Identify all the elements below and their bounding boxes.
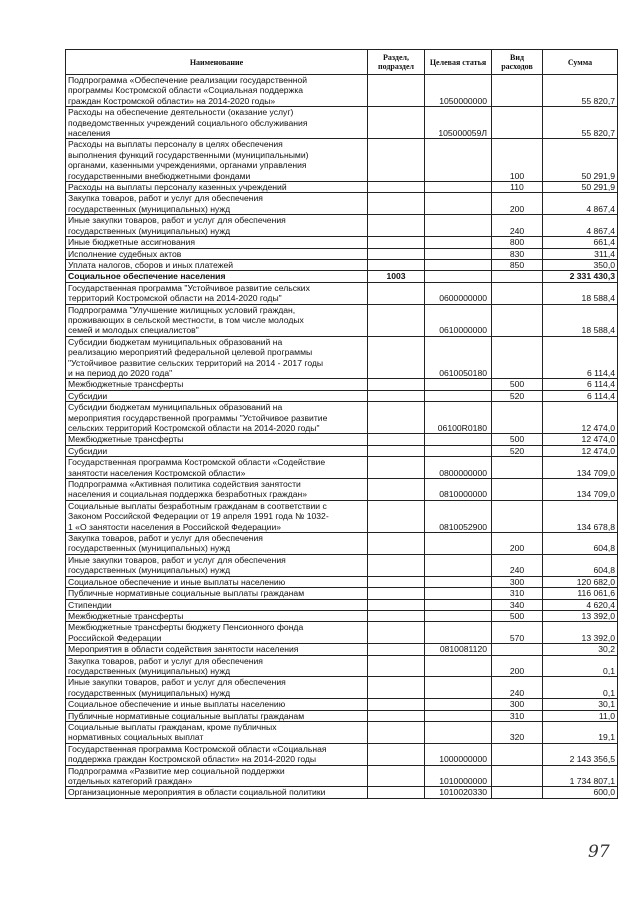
cell-sum: 13 392,0 xyxy=(543,610,618,621)
cell-type: 300 xyxy=(492,699,543,710)
table-row xyxy=(66,500,618,532)
cell-section xyxy=(368,182,425,193)
cell-target: 0600000000 xyxy=(425,282,492,304)
cell-name xyxy=(66,554,368,576)
cell-name xyxy=(66,282,368,304)
cell-name-line: Иные закупки товаров, работ и услуг для обеспечения xyxy=(68,215,286,226)
cell-target: 0810000000 xyxy=(425,479,492,501)
cell-target xyxy=(425,533,492,555)
cell-target xyxy=(425,576,492,587)
cell-name-line: государственных (муниципальных) нужд xyxy=(68,543,231,554)
table-row xyxy=(66,533,618,555)
cell-sum: 350,0 xyxy=(543,259,618,270)
cell-name-line: Субсидии xyxy=(68,445,108,456)
table-row xyxy=(66,379,618,390)
cell-section xyxy=(368,644,425,655)
cell-sum: 600,0 xyxy=(543,787,618,798)
cell-type xyxy=(492,282,543,304)
cell-name xyxy=(66,622,368,644)
cell-name-line: Социальное обеспечение и иные выплаты населению xyxy=(68,576,286,587)
cell-name-line: Российской Федерации xyxy=(68,632,162,643)
cell-name-line: населения xyxy=(68,128,111,139)
cell-name xyxy=(66,390,368,401)
cell-type xyxy=(492,765,543,787)
cell-type xyxy=(492,644,543,655)
cell-name-line: Уплата налогов, сборов и иных платежей xyxy=(68,259,234,270)
cell-type xyxy=(492,107,543,139)
cell-type: 500 xyxy=(492,379,543,390)
cell-name-line: территорий Костромской области на 2014-2020 годы" xyxy=(68,293,282,304)
cell-target xyxy=(425,445,492,456)
cell-target: 1050000000 xyxy=(425,75,492,107)
cell-type: 100 xyxy=(492,139,543,182)
cell-name-line: Социальные выплаты безработным гражданам в соответствии с xyxy=(68,500,327,511)
cell-name xyxy=(66,434,368,445)
cell-type: 340 xyxy=(492,599,543,610)
cell-sum: 661,4 xyxy=(543,237,618,248)
cell-sum: 11,0 xyxy=(543,710,618,721)
cell-name xyxy=(66,765,368,787)
cell-section xyxy=(368,743,425,765)
table-row xyxy=(66,107,618,139)
cell-section xyxy=(368,107,425,139)
cell-name-line: Мероприятия в области содействия занятости населения xyxy=(68,644,299,655)
cell-target: 0800000000 xyxy=(425,457,492,479)
cell-name-line: Подпрограмма «Развитие мер социальной поддержки xyxy=(68,765,285,776)
cell-name xyxy=(66,787,368,798)
cell-name-line: Подпрограмма "Улучшение жилищных условий граждан, xyxy=(68,304,296,315)
cell-type: 200 xyxy=(492,533,543,555)
cell-target: 1000000000 xyxy=(425,743,492,765)
cell-sum: 55 820,7 xyxy=(543,107,618,139)
cell-name-line: Стипендии xyxy=(68,599,112,610)
cell-name-line: сельских территорий Костромской области на 2014-2020 годы" xyxy=(68,423,320,433)
table-row xyxy=(66,434,618,445)
cell-sum: 0,1 xyxy=(543,677,618,699)
table-row xyxy=(66,457,618,479)
cell-name-line: Иные бюджетные ассигнования xyxy=(68,237,196,248)
table-row xyxy=(66,304,618,336)
cell-name xyxy=(66,304,368,336)
cell-target: 0610050180 xyxy=(425,336,492,379)
cell-sum: 134 709,0 xyxy=(543,479,618,501)
cell-sum: 116 061,6 xyxy=(543,588,618,599)
cell-target xyxy=(425,699,492,710)
cell-section xyxy=(368,721,425,743)
cell-section xyxy=(368,765,425,787)
table-row xyxy=(66,248,618,259)
table-row xyxy=(66,599,618,610)
cell-sum: 4 867,4 xyxy=(543,215,618,237)
cell-section xyxy=(368,193,425,215)
cell-target xyxy=(425,655,492,677)
cell-target xyxy=(425,379,492,390)
cell-name-line: мероприятия государственной программы "Устойчивое развитие xyxy=(68,412,328,423)
cell-type xyxy=(492,457,543,479)
cell-name-line: Иные закупки товаров, работ и услуг для обеспечения xyxy=(68,554,286,565)
cell-sum: 13 392,0 xyxy=(543,622,618,644)
cell-sum: 55 820,7 xyxy=(543,75,618,107)
cell-name-line: граждан Костромской области» на 2014-2020 годы» xyxy=(68,95,276,106)
cell-name xyxy=(66,336,368,379)
cell-section xyxy=(368,677,425,699)
table-row xyxy=(66,479,618,501)
cell-name-line: "Устойчивое развитие сельских территорий на 2014 - 2017 годы xyxy=(68,357,324,368)
cell-name xyxy=(66,599,368,610)
cell-name-line: Расходы на обеспечение деятельности (оказание услуг) xyxy=(68,107,294,118)
cell-name-line: Государственная программа "Устойчивое развитие сельских xyxy=(68,282,310,293)
budget-table xyxy=(65,49,618,799)
cell-type xyxy=(492,479,543,501)
table-row xyxy=(66,445,618,456)
table-row xyxy=(66,336,618,379)
cell-sum: 4 867,4 xyxy=(543,193,618,215)
cell-section xyxy=(368,248,425,259)
cell-type: 520 xyxy=(492,390,543,401)
table-row xyxy=(66,182,618,193)
cell-type xyxy=(492,402,543,434)
cell-section xyxy=(368,402,425,434)
cell-target xyxy=(425,710,492,721)
cell-name-line: Законом Российской Федерации от 19 апреля 1991 года № 1032- xyxy=(68,511,329,522)
cell-name xyxy=(66,237,368,248)
cell-type xyxy=(492,304,543,336)
cell-section xyxy=(368,445,425,456)
cell-type: 310 xyxy=(492,588,543,599)
table-row xyxy=(66,710,618,721)
cell-type: 500 xyxy=(492,434,543,445)
cell-name xyxy=(66,271,368,282)
table-row xyxy=(66,554,618,576)
cell-name-line: Закупка товаров, работ и услуг для обеспечения xyxy=(68,655,263,666)
cell-name xyxy=(66,215,368,237)
cell-type: 570 xyxy=(492,622,543,644)
cell-sum: 12 474,0 xyxy=(543,402,618,434)
header-type: Вид расходов xyxy=(492,50,543,75)
cell-target xyxy=(425,721,492,743)
cell-name xyxy=(66,644,368,655)
cell-name-line: Государственная программа Костромской области «Содействие xyxy=(68,457,326,468)
cell-sum: 18 588,4 xyxy=(543,304,618,336)
cell-sum: 50 291,9 xyxy=(543,182,618,193)
cell-name-line: Иные закупки товаров, работ и услуг для обеспечения xyxy=(68,677,286,688)
cell-name-line: государственных (муниципальных) нужд xyxy=(68,687,231,698)
cell-name-line: Исполнение судебных актов xyxy=(68,248,182,259)
table-row xyxy=(66,721,618,743)
cell-name-line: Субсидии xyxy=(68,390,108,401)
table-row xyxy=(66,699,618,710)
cell-name-line: Организационные мероприятия в области социальной политики xyxy=(68,787,326,798)
cell-name-line: Расходы на выплаты персоналу в целях обеспечения xyxy=(68,139,283,150)
cell-name-line: Субсидии бюджетам муниципальных образований на xyxy=(68,402,283,413)
cell-name xyxy=(66,139,368,182)
table-row xyxy=(66,402,618,434)
cell-section xyxy=(368,237,425,248)
cell-section xyxy=(368,787,425,798)
cell-sum: 0,1 xyxy=(543,655,618,677)
header-name: Наименование xyxy=(66,50,368,75)
cell-type: 500 xyxy=(492,610,543,621)
cell-sum: 50 291,9 xyxy=(543,139,618,182)
cell-name-line: отдельных категорий граждан» xyxy=(68,776,193,786)
cell-name xyxy=(66,610,368,621)
cell-name xyxy=(66,533,368,555)
cell-section xyxy=(368,554,425,576)
cell-name xyxy=(66,259,368,270)
cell-section xyxy=(368,259,425,270)
cell-type: 520 xyxy=(492,445,543,456)
cell-name xyxy=(66,107,368,139)
cell-sum: 6 114,4 xyxy=(543,379,618,390)
cell-name-line: Подпрограмма «Обеспечение реализации государственной xyxy=(68,75,308,85)
cell-sum: 30,1 xyxy=(543,699,618,710)
cell-sum: 12 474,0 xyxy=(543,434,618,445)
table-row xyxy=(66,743,618,765)
cell-name-line: выполнения функций государственными (муниципальными) xyxy=(68,149,309,160)
table-header-row xyxy=(66,50,618,75)
cell-name xyxy=(66,248,368,259)
cell-target xyxy=(425,599,492,610)
cell-name-line: подведомственных учреждений социального обслуживания xyxy=(68,117,308,128)
table-row xyxy=(66,390,618,401)
cell-name xyxy=(66,655,368,677)
cell-type: 240 xyxy=(492,215,543,237)
cell-sum: 19,1 xyxy=(543,721,618,743)
cell-name-line: Закупка товаров, работ и услуг для обеспечения xyxy=(68,193,263,204)
table-row xyxy=(66,644,618,655)
cell-section xyxy=(368,533,425,555)
cell-type: 800 xyxy=(492,237,543,248)
table-row xyxy=(66,271,618,282)
cell-name-line: государственных (муниципальных) нужд xyxy=(68,203,231,214)
cell-sum: 604,8 xyxy=(543,533,618,555)
cell-section: 1003 xyxy=(368,271,425,282)
cell-name-line: Расходы на выплаты персоналу казенных учреждений xyxy=(68,182,287,193)
cell-section xyxy=(368,599,425,610)
cell-name xyxy=(66,182,368,193)
cell-name xyxy=(66,402,368,434)
cell-target xyxy=(425,215,492,237)
cell-sum: 1 734 807,1 xyxy=(543,765,618,787)
table-row xyxy=(66,259,618,270)
cell-type xyxy=(492,336,543,379)
cell-name xyxy=(66,699,368,710)
cell-section xyxy=(368,457,425,479)
cell-name-line: программы Костромской области «Социальная поддержка xyxy=(68,85,304,96)
cell-target xyxy=(425,390,492,401)
cell-name-line: Межбюджетные трансферты xyxy=(68,434,184,445)
page-number: 97 xyxy=(588,842,610,862)
table-row xyxy=(66,610,618,621)
cell-sum: 120 682,0 xyxy=(543,576,618,587)
cell-name xyxy=(66,379,368,390)
table-row xyxy=(66,787,618,798)
cell-name-line: Публичные нормативные социальные выплаты гражданам xyxy=(68,710,305,721)
cell-name-line: Межбюджетные трансферты xyxy=(68,379,184,390)
table-row xyxy=(66,193,618,215)
cell-type: 200 xyxy=(492,655,543,677)
cell-sum: 2 331 430,3 xyxy=(543,271,618,282)
cell-target: 0810052900 xyxy=(425,500,492,532)
cell-target xyxy=(425,182,492,193)
cell-section xyxy=(368,610,425,621)
header-sum: Сумма xyxy=(543,50,618,75)
cell-name-line: проживающих в сельской местности, в том числе молодых xyxy=(68,314,304,325)
cell-section xyxy=(368,282,425,304)
cell-name-line: нормативных социальных выплат xyxy=(68,732,204,743)
cell-type xyxy=(492,75,543,107)
cell-type: 850 xyxy=(492,259,543,270)
table-row xyxy=(66,215,618,237)
cell-section xyxy=(368,576,425,587)
cell-target: 0610000000 xyxy=(425,304,492,336)
cell-name-line: государственными внебюджетными фондами xyxy=(68,170,251,181)
cell-type: 240 xyxy=(492,677,543,699)
cell-section xyxy=(368,304,425,336)
table-body xyxy=(66,75,618,799)
cell-target xyxy=(425,237,492,248)
budget-table-sheet xyxy=(65,49,617,799)
cell-name xyxy=(66,588,368,599)
cell-sum: 2 143 356,5 xyxy=(543,743,618,765)
cell-sum: 30,2 xyxy=(543,644,618,655)
cell-target xyxy=(425,588,492,599)
cell-section xyxy=(368,379,425,390)
cell-section xyxy=(368,434,425,445)
cell-type: 110 xyxy=(492,182,543,193)
cell-target xyxy=(425,271,492,282)
table-row xyxy=(66,655,618,677)
cell-name-line: Публичные нормативные социальные выплаты гражданам xyxy=(68,588,305,599)
cell-name xyxy=(66,479,368,501)
cell-name-line: Социальное обеспечение населения xyxy=(68,271,226,282)
cell-name-line: Закупка товаров, работ и услуг для обеспечения xyxy=(68,533,263,544)
table-row xyxy=(66,139,618,182)
cell-name xyxy=(66,193,368,215)
cell-sum: 604,8 xyxy=(543,554,618,576)
cell-sum: 134 709,0 xyxy=(543,457,618,479)
cell-name-line: реализацию мероприятий федеральной целевой программы xyxy=(68,347,313,358)
cell-target xyxy=(425,193,492,215)
cell-type: 200 xyxy=(492,193,543,215)
cell-name-line: Межбюджетные трансферты бюджету Пенсионного фонда xyxy=(68,622,304,633)
cell-name-line: Социальные выплаты гражданам, кроме публичных xyxy=(68,721,277,732)
cell-section xyxy=(368,710,425,721)
cell-name-line: Государственная программа Костромской области «Социальная xyxy=(68,743,327,754)
cell-name xyxy=(66,75,368,107)
cell-name xyxy=(66,710,368,721)
cell-target: 1010000000 xyxy=(425,765,492,787)
cell-section xyxy=(368,215,425,237)
cell-target: 105000059Л xyxy=(425,107,492,139)
cell-name xyxy=(66,500,368,532)
table-row xyxy=(66,237,618,248)
table-row xyxy=(66,765,618,787)
cell-name xyxy=(66,721,368,743)
cell-name xyxy=(66,445,368,456)
table-row xyxy=(66,588,618,599)
cell-section xyxy=(368,699,425,710)
table-row xyxy=(66,75,618,107)
cell-name xyxy=(66,677,368,699)
header-section: Раздел, подраздел xyxy=(368,50,425,75)
cell-name-line: органами, казенными учреждениями, органами управления xyxy=(68,160,307,171)
cell-name-line: 1 «О занятости населения в Российской Федерации» xyxy=(68,521,282,532)
cell-target xyxy=(425,434,492,445)
cell-type xyxy=(492,787,543,798)
cell-name-line: Подпрограмма «Активная политика содействия занятости xyxy=(68,479,301,490)
cell-name-line: Межбюджетные трансферты xyxy=(68,610,184,621)
cell-section xyxy=(368,500,425,532)
cell-section xyxy=(368,588,425,599)
cell-name xyxy=(66,576,368,587)
cell-sum: 12 474,0 xyxy=(543,445,618,456)
cell-sum: 18 588,4 xyxy=(543,282,618,304)
cell-name-line: населения и социальная поддержка безработных граждан» xyxy=(68,489,308,500)
cell-section xyxy=(368,390,425,401)
cell-sum: 4 620,4 xyxy=(543,599,618,610)
cell-sum: 6 114,4 xyxy=(543,390,618,401)
cell-name-line: государственных (муниципальных) нужд xyxy=(68,565,231,576)
cell-target xyxy=(425,139,492,182)
cell-name-line: поддержка граждан Костромской области» на 2014-2020 годы xyxy=(68,754,317,765)
cell-target xyxy=(425,610,492,621)
cell-sum: 6 114,4 xyxy=(543,336,618,379)
cell-target xyxy=(425,554,492,576)
cell-type xyxy=(492,500,543,532)
cell-target xyxy=(425,622,492,644)
cell-name-line: государственных (муниципальных) нужд xyxy=(68,665,231,676)
cell-section xyxy=(368,75,425,107)
cell-name-line: и на период до 2020 года" xyxy=(68,367,173,378)
cell-type: 240 xyxy=(492,554,543,576)
cell-type xyxy=(492,743,543,765)
cell-name-line: Субсидии бюджетам муниципальных образований на xyxy=(68,336,283,347)
table-row xyxy=(66,622,618,644)
cell-target xyxy=(425,248,492,259)
cell-target: 1010020330 xyxy=(425,787,492,798)
cell-type: 310 xyxy=(492,710,543,721)
cell-section xyxy=(368,479,425,501)
cell-section xyxy=(368,655,425,677)
cell-section xyxy=(368,622,425,644)
cell-name-line: семей и молодых специалистов" xyxy=(68,325,199,336)
cell-type: 320 xyxy=(492,721,543,743)
cell-type: 830 xyxy=(492,248,543,259)
cell-type: 300 xyxy=(492,576,543,587)
cell-target xyxy=(425,259,492,270)
cell-name xyxy=(66,457,368,479)
table-row xyxy=(66,576,618,587)
cell-name-line: Социальное обеспечение и иные выплаты населению xyxy=(68,699,286,710)
table-row xyxy=(66,677,618,699)
cell-target xyxy=(425,677,492,699)
cell-name-line: государственных (муниципальных) нужд xyxy=(68,225,231,236)
cell-sum: 311,4 xyxy=(543,248,618,259)
cell-name xyxy=(66,743,368,765)
cell-type xyxy=(492,271,543,282)
cell-target: 06100R0180 xyxy=(425,402,492,434)
cell-target: 0810081120 xyxy=(425,644,492,655)
cell-sum: 134 678,8 xyxy=(543,500,618,532)
header-target: Целевая статья xyxy=(425,50,492,75)
cell-name-line: занятости населения Костромской области» xyxy=(68,467,246,478)
table-row xyxy=(66,282,618,304)
cell-section xyxy=(368,139,425,182)
cell-section xyxy=(368,336,425,379)
